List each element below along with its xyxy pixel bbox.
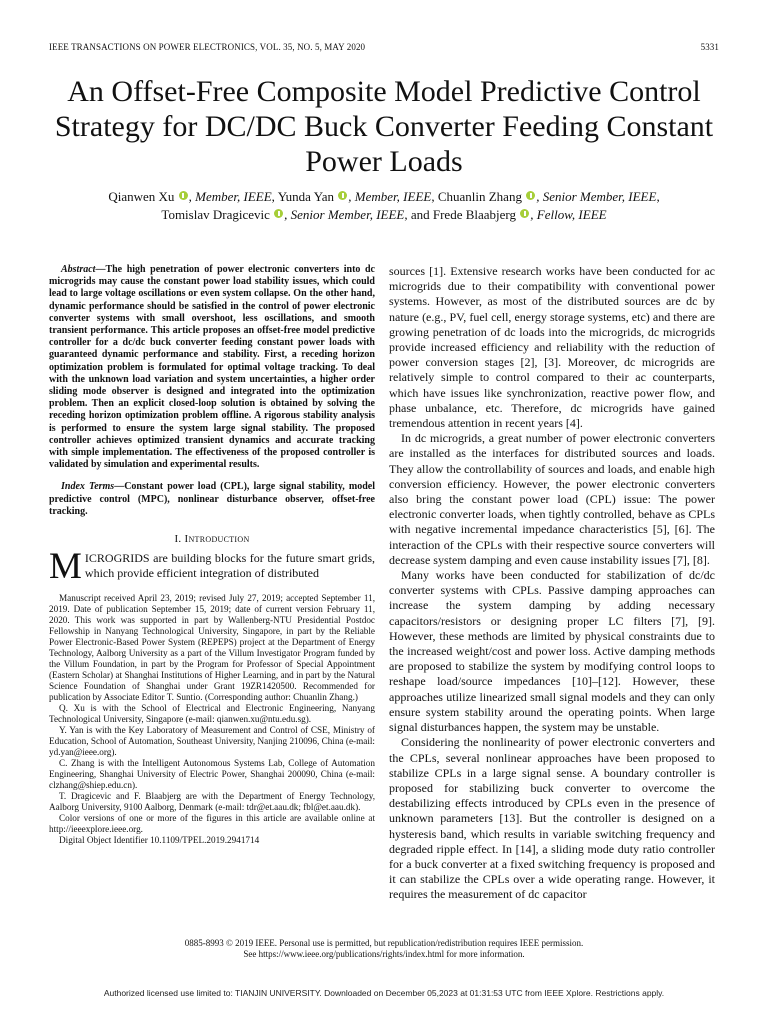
abstract-label: Abstract [61, 264, 96, 275]
footnote-doi: Digital Object Identifier 10.1109/TPEL.2019.2941714 [59, 835, 260, 846]
abstract-text: —The high penetration of power electronic converters into dc microgrids may cause the constant power load stability issues, which could lead to large voltage oscillations or even system collapse. On the other hand, dynamic performance should be satisfied in the control of power electronic converter systems with small overshoot, less oscillations, and smooth transient performance. This article proposes an offset-free model predictive controller for a dc/dc buck converter feeding constant power loads with guaranteed dynamic performance and stability. First, a receding horizon optimization problem is formulated for optimal voltage tracking. To deal with the unknown load variation and system uncertainties, a higher order sliding mode observer is designed and integrated into the optimization problem. Then an explicit closed-loop solution is obtained by solving the receding horizon optimization problem offline. A rigorous stability analysis is performed to ensure the system large signal stability. The proposed controller achieves optimized transient dynamics and accurate tracking with simple implementation. The effectiveness of the proposed controller is validated by simulation and experimental results. [49, 264, 375, 471]
body-paragraph: Considering the nonlinearity of power electronic converters and the CPLs, several nonlinear approaches have been proposed to stabilize CPLs in a large signal sense. A boundary controller is proposed for stabilizing buck converter to overcome the destabilizing effects introduced by CPLs even in the presence of unknown parameters [13]. But the controller is designed on a hysteresis band, which results in variable switching frequency and degraded ripple effect. In [14], a sliding mode duty ratio controller for a buck converter at a fixed switching frequency is proposed and it can stabilize the CPLs over a wide operating range. However, it requires the measurement of dc capacitor [389, 735, 715, 902]
footnote-author: Y. Yan is with the Key Laboratory of Measurement and Control of CSE, Ministry of Education, School of Automation, Southeast University, Nanjing 210096, China (e-mail: yd.yan@ieee.org). [49, 725, 375, 758]
intro-paragraph [49, 546, 375, 588]
author-affiliation: , Senior Member, IEEE [284, 207, 405, 222]
left-column [49, 264, 375, 846]
running-head [49, 42, 719, 56]
footnote-author: C. Zhang is with the Intelligent Autonomous Systems Lab, College of Automation Engineering, Shanghai University of Electric Power, Shanghai 200090, China (e-mail: clzhang@shiep.edu.cn). [49, 758, 375, 791]
author-affiliation: , Senior Member, IEEE [536, 189, 657, 204]
author-affiliation: , Member, IEEE [348, 189, 432, 204]
index-terms [49, 481, 375, 518]
author-name: Chuanlin Zhang [437, 189, 522, 204]
drop-cap: M [49, 546, 82, 588]
license-banner: Authorized licensed use limited to: TIANJIN UNIVERSITY. Downloaded on December 05,2023 at 01:31:53 UTC from IEEE Xplore. Restrictions apply. [103, 988, 665, 998]
orcid-icon[interactable] [520, 209, 529, 218]
footnotes [49, 593, 375, 846]
orcid-icon[interactable] [526, 191, 535, 200]
section-title: Introduction [184, 533, 250, 546]
body-paragraph: sources [1]. Extensive research works have been conducted for ac microgrids due to their compatibility with conventional power systems. However, as most of the distributed sources are dc by nature (e.g., PV, fuel cell, energy storage systems, etc) and there are growing penetration of dc loads into the microgrids, dc microgrids provide increased efficiency and reliability with the reduction of power conversion stages [2], [3]. Moreover, dc microgrids are relatively simple to control compared to their ac counterparts, which have issues like synchronization, reactive power flow, and phase unbalance, etc. Therefore, dc microgrids have gained tremendous attention in recent years [4]. [389, 264, 715, 431]
footnote-author: T. Dragicevic and F. Blaabjerg are with the Department of Energy Technology, Aalborg University, 9100 Aalborg, Denmark (e-mail: tdr@et.aau.dk; fbl@et.aau.dk). [49, 791, 375, 813]
copyright-notice [100, 938, 668, 960]
body-paragraph: In dc microgrids, a great number of power electronic converters are installed as the interfaces for distributed sources and loads. They allow the controllability of sources and loads, and enable high conversion efficiency. However, the power electronic converters also bring the constant power load (CPL) issue: The power electronic converter loads, when tightly controlled, behave as CPLs with negative incremental impedance characteristics [5], [6]. The interaction of the CPLs with their respective source converters will decrease system damping and even cause instability issues [7], [8]. [389, 431, 715, 567]
section-heading [49, 533, 375, 545]
author-name: Yunda Yan [277, 189, 335, 204]
footnote-color: Color versions of one or more of the figures in this article are available online at http://ieeexplore.ieee.org. [49, 813, 375, 835]
author-name: Tomislav Dragicevic [161, 207, 270, 222]
footnote-manuscript: Manuscript received April 23, 2019; revised July 27, 2019; accepted September 11, 2019. Date of publication September 15, 2019; date of current version February 11, 2020. This work was supported in part by Wallenberg-NTU Presidential Postdoc Fellowship in Nanyang Technological University, Singapore, in part by the Reliable Power Electronic-Based Power System (REPEPS) project at the Department of Energy Technology, Aalborg University as a part of the Villum Investigator Program funded by the Villum Foundation, in part by the Program for Professor of Special Appointment (Eastern Scholar) at Shanghai Institutions of Higher Learning, and in part by the Natural Science Foundation of Shanghai under Grant 19ZR1420500. Recommended for publication by Associate Editor T. Suntio. (Corresponding author: Chuanlin Zhang.) [49, 593, 375, 703]
author-name: Qianwen Xu [108, 189, 175, 204]
copyright-line: 0885-8993 © 2019 IEEE. Personal use is permitted, but republication/redistribution requires IEEE permission. [184, 938, 584, 948]
orcid-icon[interactable] [179, 191, 188, 200]
index-terms-text: —Constant power load (CPL), large signal stability, model predictive control (MPC), nonlinear disturbance observer, offset-free tracking. [49, 481, 376, 517]
page-number: 5331 [700, 42, 719, 52]
paper-title: An Offset-Free Composite Model Predictive Control Strategy for DC/DC Buck Converter Feeding Constant Power Loads [54, 75, 714, 178]
index-terms-label: Index Terms [61, 481, 115, 493]
rights-link[interactable]: See https://www.ieee.org/publications/rights/index.html for more information. [243, 949, 525, 959]
author-affiliation: , Fellow, IEEE [530, 207, 607, 222]
orcid-icon[interactable] [338, 191, 347, 200]
author-name: Frede Blaabjerg [432, 207, 517, 222]
author-list: Qianwen Xu , Member, IEEE, Yunda Yan , Member, IEEE, Chuanlin Zhang , Senior Member, IEEE, Tomislav Dragicevic , Senior Member, IEEE, and Frede Blaabjerg , Fellow, IEEE [108, 189, 660, 222]
author-affiliation: , Member, IEEE [188, 189, 272, 204]
body-paragraph: Many works have been conducted for stabilization of dc/dc converter systems with CPLs. Passive damping approaches can increase the system damping by adding necessary capacitors/resistors or designing proper LC filters [7], [9]. However, these methods are limited by physical constraints due to the increased weight/cost and power loss. Active damping methods are proposed to stabilize the system by modifying control loops to reshape load/source impedances [10]–[12]. However, these approaches utilize linearized small signal models and they can only ensure system stability around the operating points. When large signal disturbances happen, the system may be unstable. [389, 568, 715, 735]
right-column [389, 264, 715, 903]
journal-citation: IEEE TRANSACTIONS ON POWER ELECTRONICS, VOL. 35, NO. 5, MAY 2020 [49, 42, 366, 52]
section-number: I. [174, 533, 182, 546]
orcid-icon[interactable] [274, 209, 283, 218]
footnote-author: Q. Xu is with the School of Electrical and Electronic Engineering, Nanyang Technological University, Singapore (e-mail: qianwen.xu@ntu.edu.sg). [49, 703, 375, 725]
abstract [49, 264, 375, 471]
intro-text: ICROGRIDS are building blocks for the future smart grids, which provide efficient integration of distributed [84, 551, 375, 581]
